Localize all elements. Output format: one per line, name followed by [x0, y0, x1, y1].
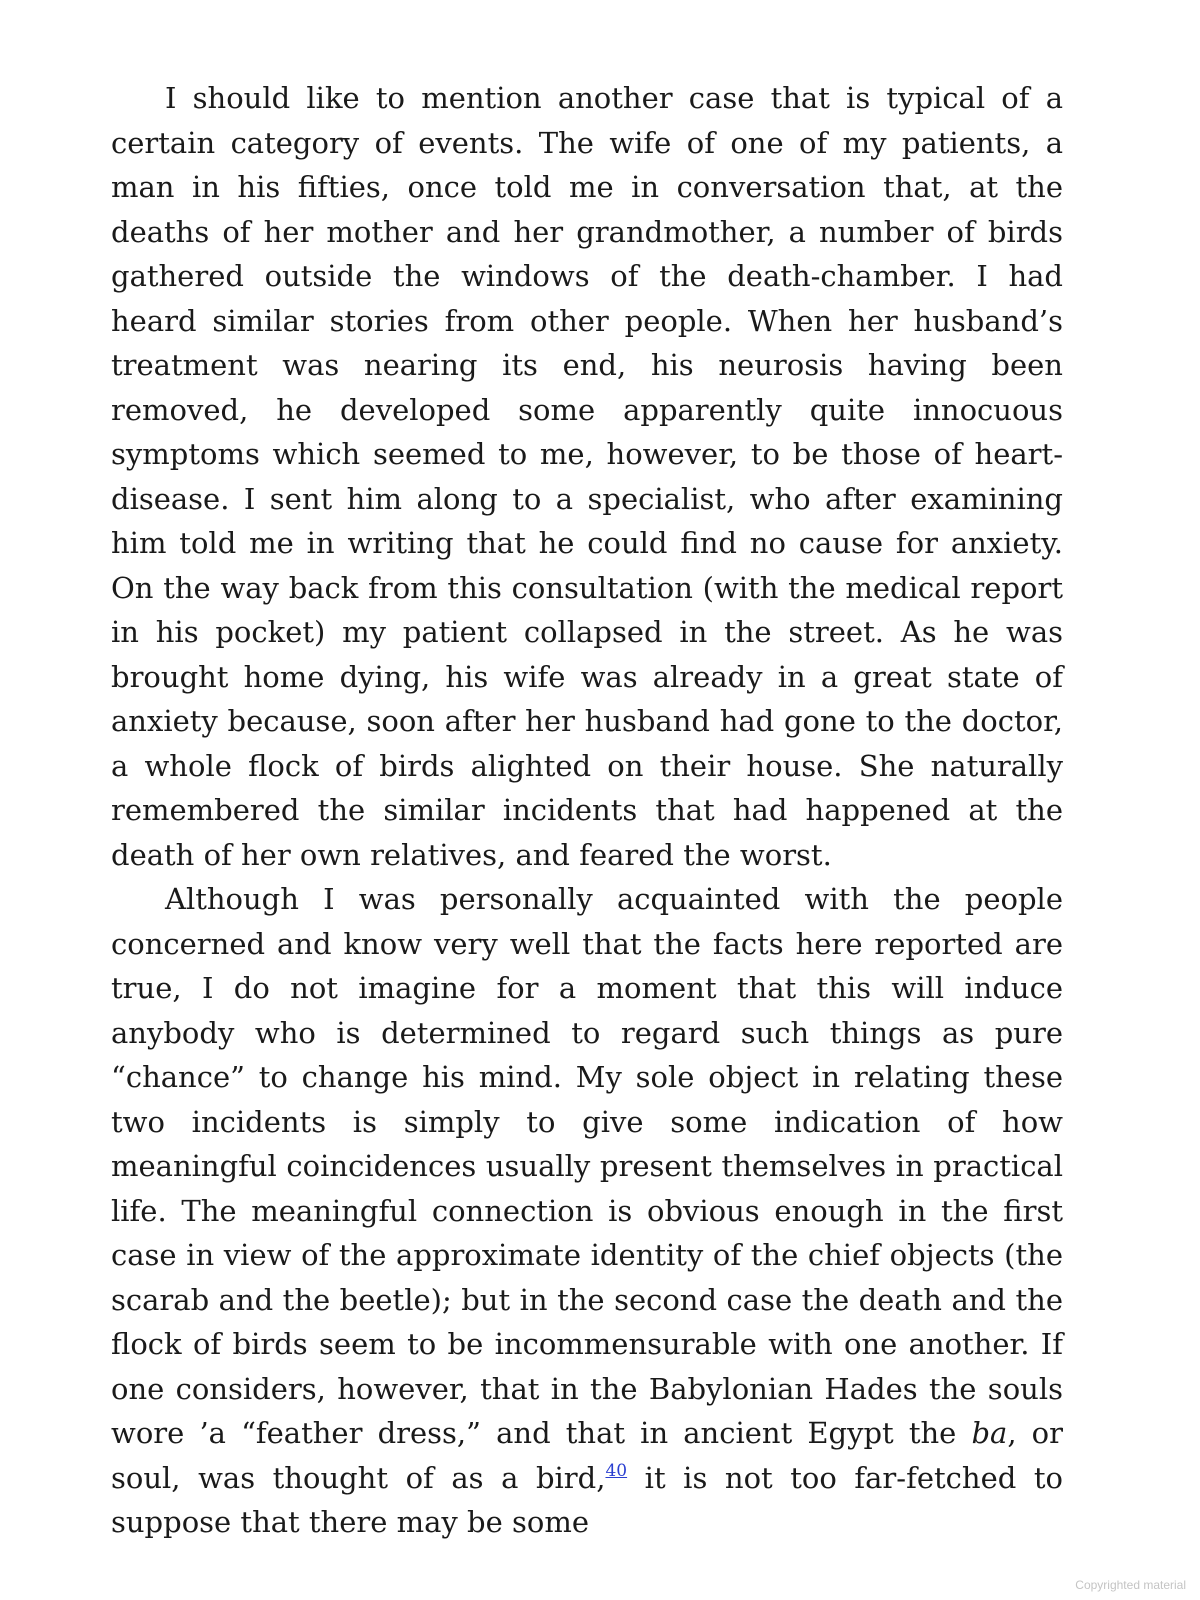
copyright-notice: Copyrighted material	[1075, 1578, 1186, 1592]
book-page-text	[111, 76, 1063, 1545]
paragraph-birds-case: I should like to mention another case that is typical of a certain category of events. The wife of one of my patients, a man in his fifties, once told me in conversation that, at the deaths of her mother and her grandmother, a number of birds gathered outside the windows of the death-chamber. I had heard similar stories from other people. When her husband’s treatment was nearing its end, his neurosis having been removed, he developed some apparently quite innocuous symptoms which seemed to me, however, to be those of heart-disease. I sent him along to a specialist, who after examining him told me in writing that he could find no cause for anxiety. On the way back from this consultation (with the medical report in his pocket) my patient collapsed in the street. As he was brought home dying, his wife was already in a great state of anxiety because, soon after her husband had gone to the doctor, a whole flock of birds alighted on their house. She naturally remembered the similar incidents that had happened at the death of her own relatives, and feared the worst.	[111, 81, 1063, 872]
paragraph-text-part-a: Although I was personally acquainted with the people concerned and know very well that the facts here reported are true, I do not imagine for a moment that this will induce anybody who is determined to regard such things as pure “chance” to change his mind. My sole object in relating these two incidents is simply to give some indication of how meaningful coincidences usually present themselves in practical life. The meaningful connection is obvious enough in the first case in view of the approximate identity of the chief objects (the scarab and the beetle); but in the second case the death and the flock of birds seem to be incommensurable with one another. If one considers, however, that in the Babylonian Hades the souls wore ’a “feather dress,” and that in ancient Egypt the	[111, 882, 1063, 1450]
paragraph-meaningful-coincidences	[111, 877, 1063, 1545]
footnote-link-40[interactable]: 40	[605, 1460, 628, 1481]
italic-term-ba: ba	[971, 1416, 1008, 1450]
paragraph-text-part-c: it is not too far-fetched to suppose that there may be some	[111, 1460, 1063, 1539]
paragraph-text-part-b: , or soul, was thought of as a bird,	[111, 1416, 1064, 1495]
